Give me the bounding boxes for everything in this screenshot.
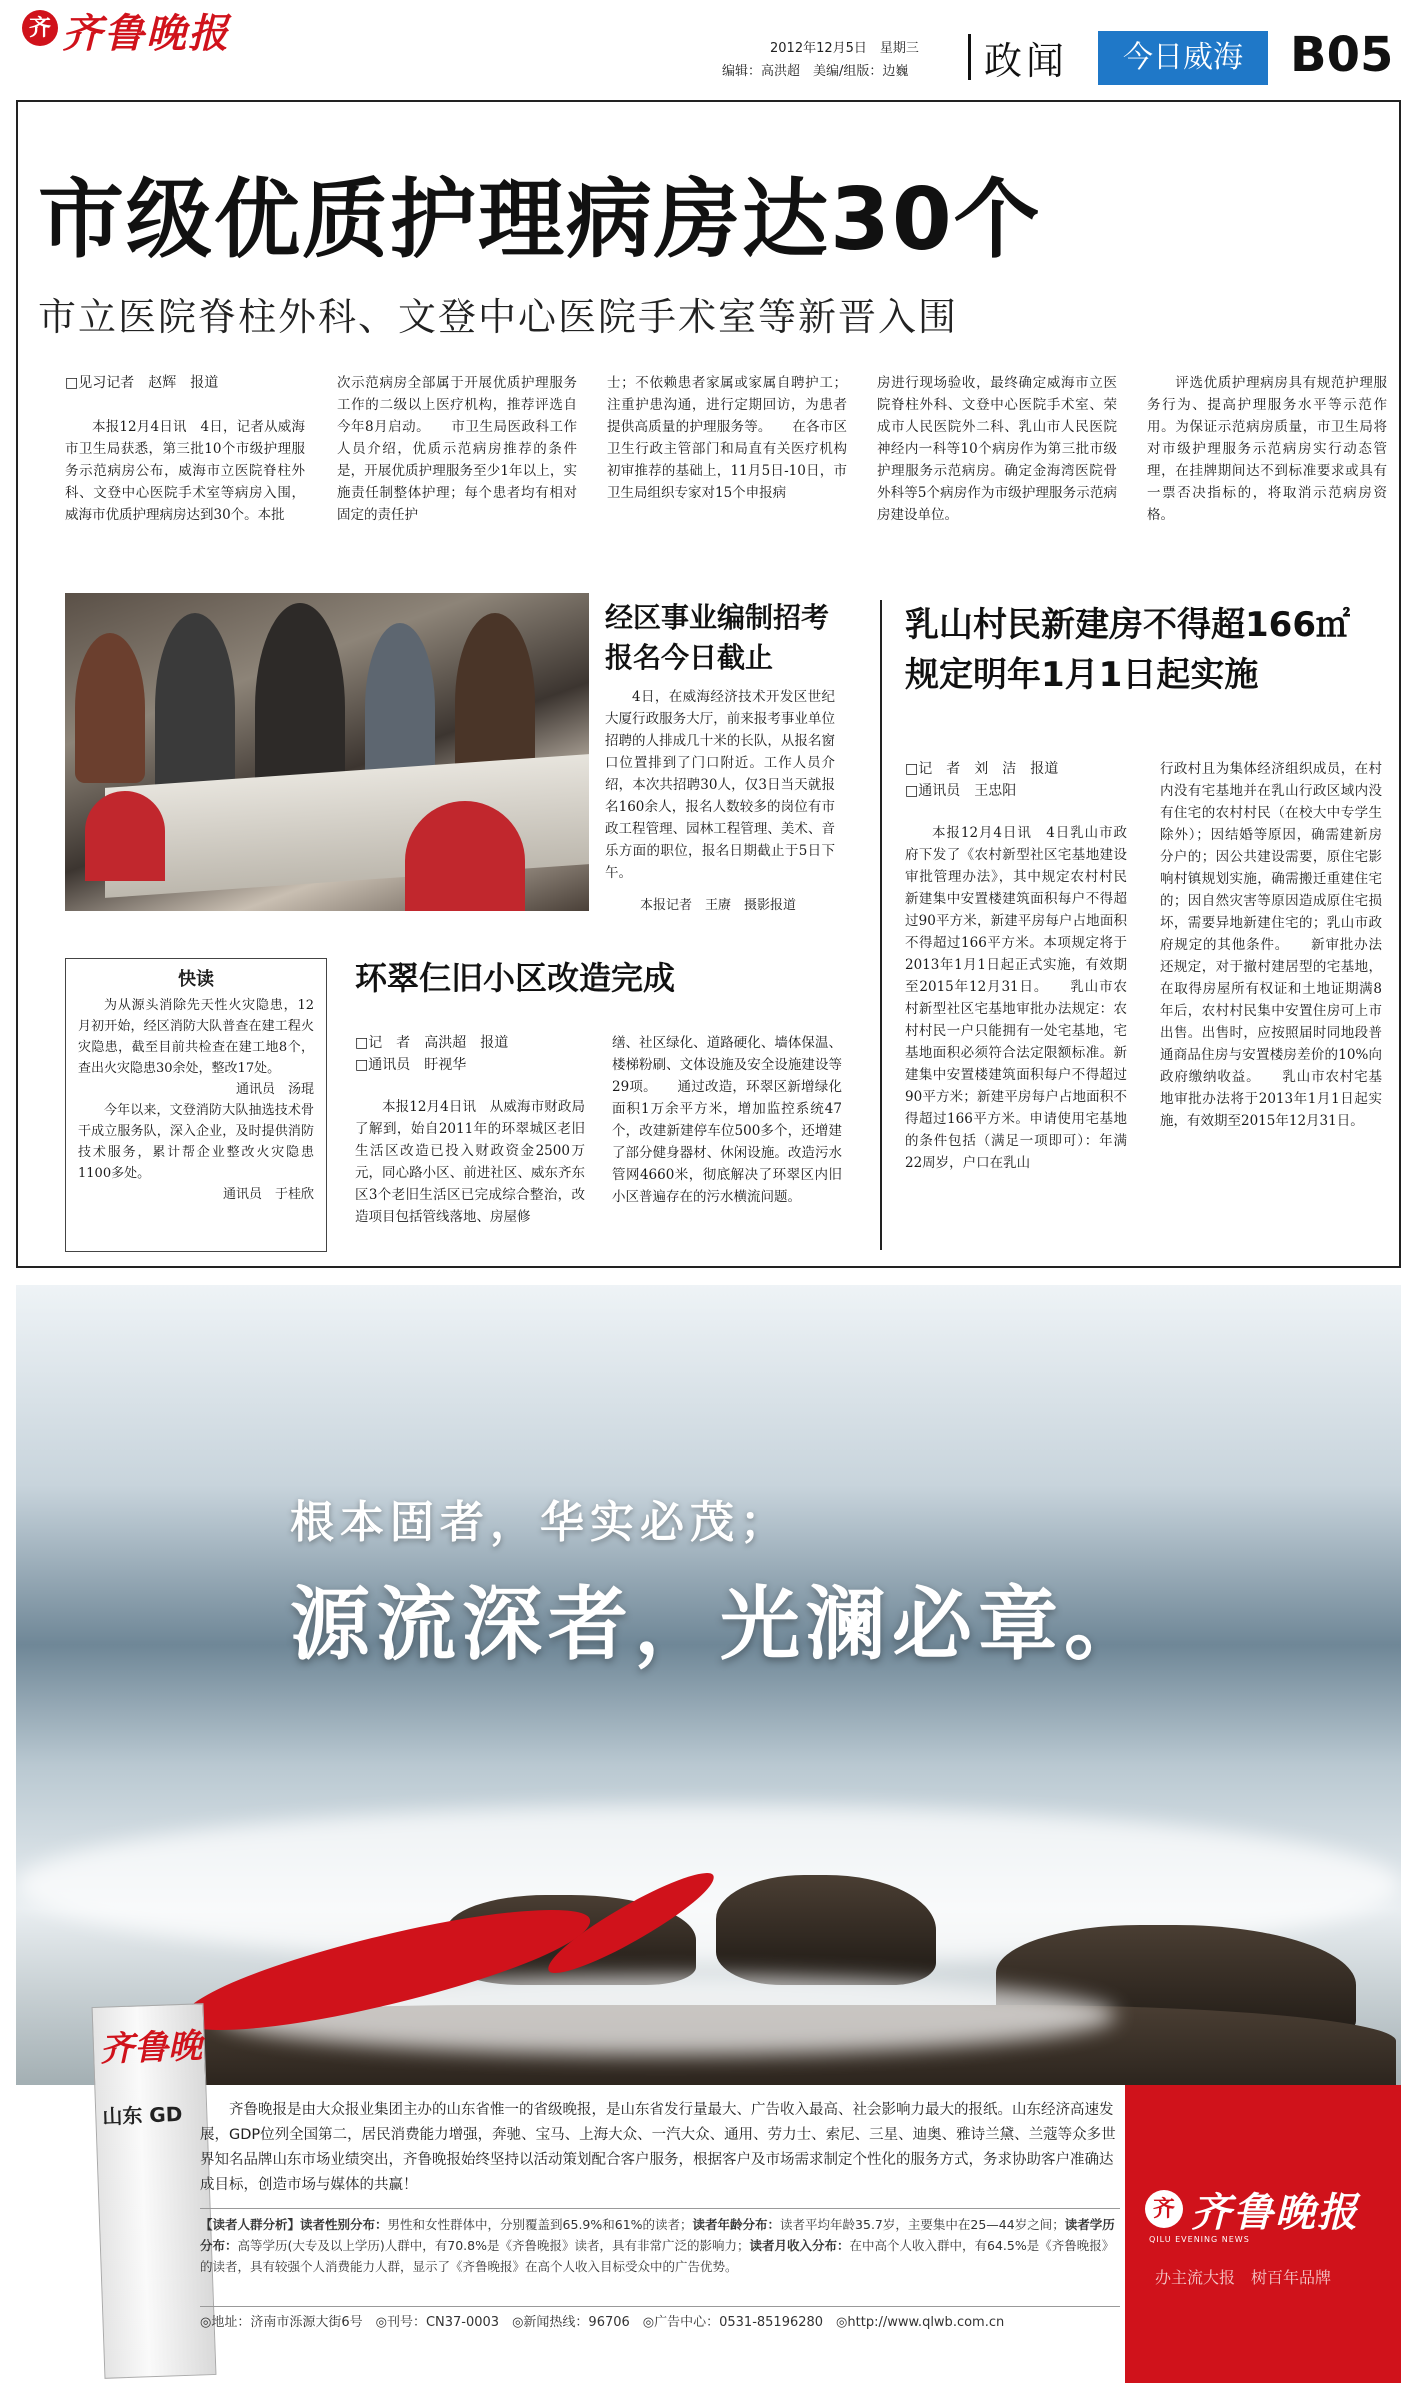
ad-slogan-line-2: 源流深者，光澜必章。 bbox=[290, 1577, 1150, 1671]
lead-subhead: 市立医院脊柱外科、文登中心医院手术室等新晋入围 bbox=[38, 295, 959, 339]
newspaper-logo: 齐鲁晚报 bbox=[62, 10, 230, 57]
column-rule bbox=[880, 600, 882, 1250]
reader-analysis: 【读者人群分析】读者性别分布：男性和女性群体中，分别覆盖到65.9%和61%的读者；读者年龄分布：读者平均年龄35.7岁，主要集中在25—44岁之间；读者学历分布：高等学历(大专及以上学历)人群中，有70.8%是《齐鲁晚报》读者，具有非常广泛的影响力；读者月收入分布：在中高个人收入群中，有64.5%是《齐鲁晚报》的读者，具有较强个人消费能力人群，显示了《齐鲁晚报》在高个人收入目标受众中的广告优势。 bbox=[200, 2217, 1115, 2274]
huancui-column-1: 本报12月4日讯 从威海市财政局了解到，始自2011年的环翠城区老旧生活区改造已投入财政资金2500万元，同心路小区、前进社区、威东齐东区3个老旧生活区已完成综合整治，改造项目包括管线落地、房屋修 bbox=[355, 1099, 585, 1225]
rolled-newspaper-headline: 山东 GD bbox=[101, 2101, 183, 2129]
huancui-column-2: 缮、社区绿化、道路硬化、墙体保温、楼梯粉刷、文体设施及安全设施建设等29项。 通过改造，环翠区新增绿化面积1万余平方米，增加监控系统47个，改建新建停车位500多个，还增建了部分健身器材、休闲设施。改造污水管网4660米，彻底解决了环翠区内旧小区普遍存在的污水横流问题。 bbox=[612, 1035, 842, 1205]
lead-column-5: 评选优质护理病房具有规范护理服务行为、提高护理服务水平等示范作用。为保证示范病房质量，市卫生局将对市级护理服务示范病房实行动态管理，在挂牌期间达不到标准要求或具有一票否决指标的，将取消示范病房资格。 bbox=[1147, 375, 1387, 523]
ad-divider bbox=[200, 2208, 1120, 2209]
rushan-title: 乳山村民新建房不得超166㎡ 规定明年1月1日起实施 bbox=[905, 605, 1350, 695]
recruitment-photo bbox=[65, 593, 589, 911]
newspaper-logo-icon: 齐 bbox=[22, 10, 58, 46]
lead-column-4: 房进行现场验收，最终确定威海市立医院脊柱外科、文登中心医院手术室、荣成市人民医院外二科、乳山市人民医院神经内一科等10个病房作为第三批市级护理服务示范病房。确定金海湾医院骨外科等5个病房作为市级护理服务示范病房建设单位。 bbox=[877, 375, 1117, 523]
section-name: 政闻 bbox=[984, 39, 1069, 83]
ad-contact-info: ◎地址：济南市泺源大街6号 ◎刊号：CN37-0003 ◎新闻热线：96706 ◎广告中心：0531-85196280 ◎http://www.qlwb.com.cn bbox=[200, 2315, 1005, 2330]
ad-slogan-line-1: 根本固者，华实必茂； bbox=[290, 1497, 790, 1548]
huancui-byline: □记 者 高洪超 报道 □通讯员 盱视华 bbox=[355, 1035, 509, 1073]
recruit-photo-credit: 本报记者 王赓 摄影报道 bbox=[640, 898, 797, 913]
recruit-body: 4日，在威海经济技术开发区世纪大厦行政服务大厅，前来报考事业单位招聘的人排成几十米的长队，从报名窗口位置排到了门口附近。工作人员介绍，本次共招聘30人，仅3日当天就报名160余人，报名人数较多的岗位有市政工程管理、园林工程管理、美术、音乐方面的职位，报名日期截止于5日下午。 bbox=[605, 689, 835, 881]
kuaidu-item-1: 为从源头消除先天性火灾隐患，12月初开始，经区消防大队普查在建工程火灾隐患，截至目前共检查在建工地8个，查出火灾隐患30余处，整改17处。 bbox=[78, 998, 314, 1076]
photo-figure bbox=[155, 613, 235, 803]
rolled-newspaper bbox=[92, 2003, 217, 2379]
editors-credit: 编辑：高洪超 美编/组版：边巍 bbox=[722, 64, 909, 79]
kuaidu-credit-1: 通讯员 汤琨 bbox=[235, 1082, 314, 1097]
brand-logo-icon: 齐 bbox=[1145, 2190, 1183, 2228]
rolled-newspaper-logo: 齐鲁晚 bbox=[99, 2026, 203, 2070]
photo-figure bbox=[75, 633, 145, 783]
photo-red-coat bbox=[405, 801, 525, 911]
ad-landscape bbox=[16, 1285, 1401, 2085]
ad-rock bbox=[716, 1875, 936, 1985]
kuaidu-item-2: 今年以来，文登消防大队抽选技术骨干成立服务队，深入企业，及时提供消防技术服务，累计帮企业整改火灾隐患1100多处。 bbox=[78, 1103, 314, 1181]
rushan-column-1: 本报12月4日讯 4日乳山市政府下发了《农村新型社区宅基地建设审批管理办法》，其中规定农村村民新建集中安置楼建筑面积每户不得超过90平方米，新建平房每户占地面积不得超过166平方米。本项规定将于2013年1月1日起正式实施，有效期至2015年12月31日。 乳山市农村新型社区宅基地审批办法规定：农村村民一户只能拥有一处宅基地，宅基地面积必须符合法定限额标准。新建集中安置楼建筑面积每户不得超过90平方米；新建平房每户占地面积不得超过166平方米。申请使用宅基地的条件包括（满足一项即可）：年满22周岁，户口在乳山 bbox=[905, 825, 1127, 1171]
brand-slogan: 办主流大报 树百年品牌 bbox=[1155, 2268, 1332, 2287]
brand-logo: 齐鲁晚报 bbox=[1191, 2189, 1359, 2236]
rushan-byline: □记 者 刘 洁 报道 □通讯员 王忠阳 bbox=[905, 761, 1059, 799]
recruit-title: 经区事业编制招考 报名今日截止 bbox=[605, 601, 830, 674]
kuaidu-box bbox=[65, 958, 327, 1252]
ad-divider bbox=[200, 2306, 1120, 2307]
lead-column-3: 士；不依赖患者家属或家属自聘护工；注重护患沟通，进行定期回访，为患者提供高质量的护理服务等。 在各市区卫生行政主管部门和局直有关医疗机构初审推荐的基础上，11月5日-10日，市卫生局组织专家对15个申报病 bbox=[607, 375, 847, 501]
huancui-title: 环翠仨旧小区改造完成 bbox=[355, 959, 676, 997]
rushan-column-2: 行政村且为集体经济组织成员，在村内没有宅基地并在乳山行政区域内没有住宅的农村村民（在校大中专学生除外）；因结婚等原因，确需建新房分户的；因公共建设需要，原住宅影响村镇规划实施，确需搬迁重建住宅的；因自然灾害等原因造成原住宅损坏，需要异地新建住宅的；乳山市政府规定的其他条件。 新审批办法还规定，对于撤村建居型的宅基地，在取得房屋所有权证和土地证期满8年后，农村村民集中安置住房可上市出售。出售时，应按照届时同地段普通商品住房与安置楼房差价的10%向政府缴纳收益。 乳山市农村宅基地审批办法将于2013年1月1日起实施，有效期至2015年12月31日。 bbox=[1160, 761, 1382, 1129]
lead-headline: 市级优质护理病房达30个 bbox=[38, 170, 1042, 270]
brand-panel bbox=[1125, 2085, 1401, 2383]
lead-column-2: 次示范病房全部属于开展优质护理服务工作的二级以上医疗机构，推荐评选自今年8月启动。 市卫生局医政科工作人员介绍，优质示范病房推荐的条件是，开展优质护理服务至少1年以上，实施责任制整体护理；每个患者均有相对固定的责任护 bbox=[337, 375, 577, 523]
masthead bbox=[0, 0, 1417, 95]
kuaidu-title: 快读 bbox=[178, 969, 214, 990]
lead-byline: □见习记者 赵辉 报道 bbox=[65, 375, 219, 391]
masthead-divider bbox=[968, 34, 971, 80]
edition-badge: 今日威海 bbox=[1098, 31, 1268, 85]
lead-column-1: 本报12月4日讯 4日，记者从威海市卫生局获悉，第三批10个市级护理服务示范病房公布，威海市立医院脊柱外科、文登中心医院手术室等病房入围，威海市优质护理病房达到30个。本批 bbox=[65, 419, 305, 523]
brand-logo-english: QILU EVENING NEWS bbox=[1149, 2235, 1250, 2244]
photo-red-coat bbox=[85, 791, 165, 881]
page-number: B05 bbox=[1290, 27, 1394, 83]
ad-description: 齐鲁晚报是由大众报业集团主办的山东省惟一的省级晚报，是山东省发行量最大、广告收入最高、社会影响力最大的报纸。山东经济高速发展，GDP位列全国第二，居民消费能力增强，奔驰、宝马、上海大众、一汽大众、通用、劳力士、索尼、三星、迪奥、雅诗兰黛、兰蔻等众多世界知名品牌山东市场业绩突出，齐鲁晚报始终坚持以活动策划配合客户服务，根据客户及市场需求制定个性化的服务方式，务求协助客户准确达成目标，创造市场与媒体的共赢！ bbox=[200, 2102, 1116, 2193]
issue-date: 2012年12月5日 星期三 bbox=[770, 41, 919, 56]
kuaidu-credit-2: 通讯员 于桂欣 bbox=[222, 1187, 314, 1202]
